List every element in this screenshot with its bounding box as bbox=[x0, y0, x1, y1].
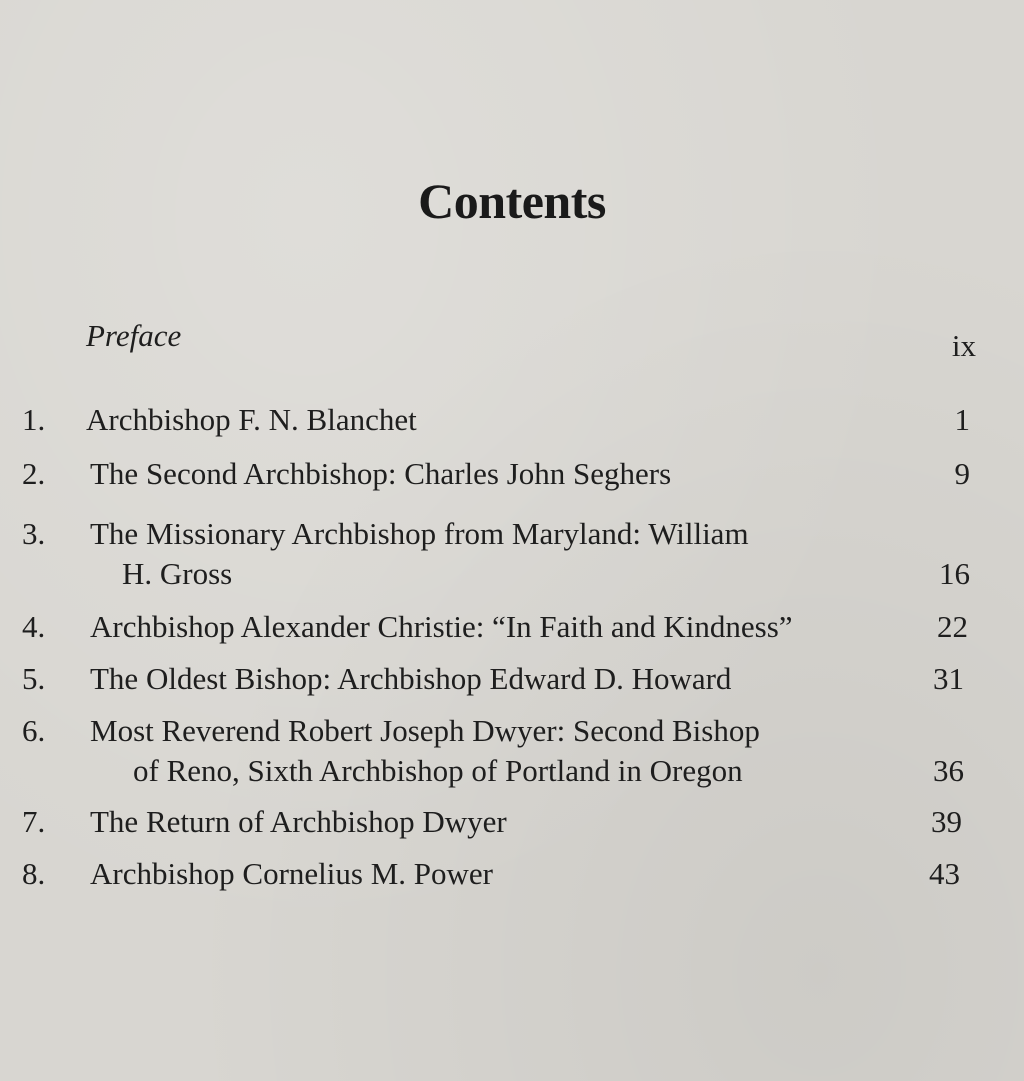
entry-title: The Return of Archbishop Dwyer bbox=[90, 804, 507, 839]
entry-title: The Oldest Bishop: Archbishop Edward D. Howard bbox=[90, 661, 732, 696]
entry-page-number: 22 bbox=[937, 609, 968, 644]
entry-page-number: 9 bbox=[954, 456, 970, 491]
entry-title: Archbishop F. N. Blanchet bbox=[86, 402, 417, 437]
entry-number: 8. bbox=[22, 856, 46, 891]
entry-title: Archbishop Alexander Christie: “In Faith and Kindness” bbox=[90, 609, 793, 644]
entry-number: 5. bbox=[22, 661, 46, 696]
entry-page-number: 31 bbox=[933, 661, 964, 696]
entry-title-line-1: The Missionary Archbishop from Maryland: William bbox=[90, 516, 749, 551]
entry-number: 4. bbox=[22, 609, 46, 644]
entry-page-number: 1 bbox=[954, 402, 970, 437]
entry-title: The Second Archbishop: Charles John Seghers bbox=[90, 456, 672, 491]
entry-page-number: 16 bbox=[939, 556, 970, 591]
preface-label: Preface bbox=[86, 318, 182, 353]
preface-page-number: ix bbox=[951, 328, 976, 363]
entry-number: 1. bbox=[22, 402, 46, 437]
entry-page-number: 36 bbox=[933, 753, 964, 788]
entry-number: 7. bbox=[22, 804, 46, 839]
entry-page-number: 43 bbox=[929, 856, 960, 891]
entry-number: 2. bbox=[22, 456, 46, 491]
entry-title-line-2: H. Gross bbox=[122, 556, 233, 591]
entry-number: 3. bbox=[22, 516, 46, 551]
entry-title-line-2: of Reno, Sixth Archbishop of Portland in Oregon bbox=[133, 753, 743, 788]
entry-title-line-1: Most Reverend Robert Joseph Dwyer: Second Bishop bbox=[90, 713, 760, 748]
page-title: Contents bbox=[418, 173, 606, 229]
entry-title: Archbishop Cornelius M. Power bbox=[90, 856, 493, 891]
entry-number: 6. bbox=[22, 713, 46, 748]
entry-page-number: 39 bbox=[931, 804, 962, 839]
